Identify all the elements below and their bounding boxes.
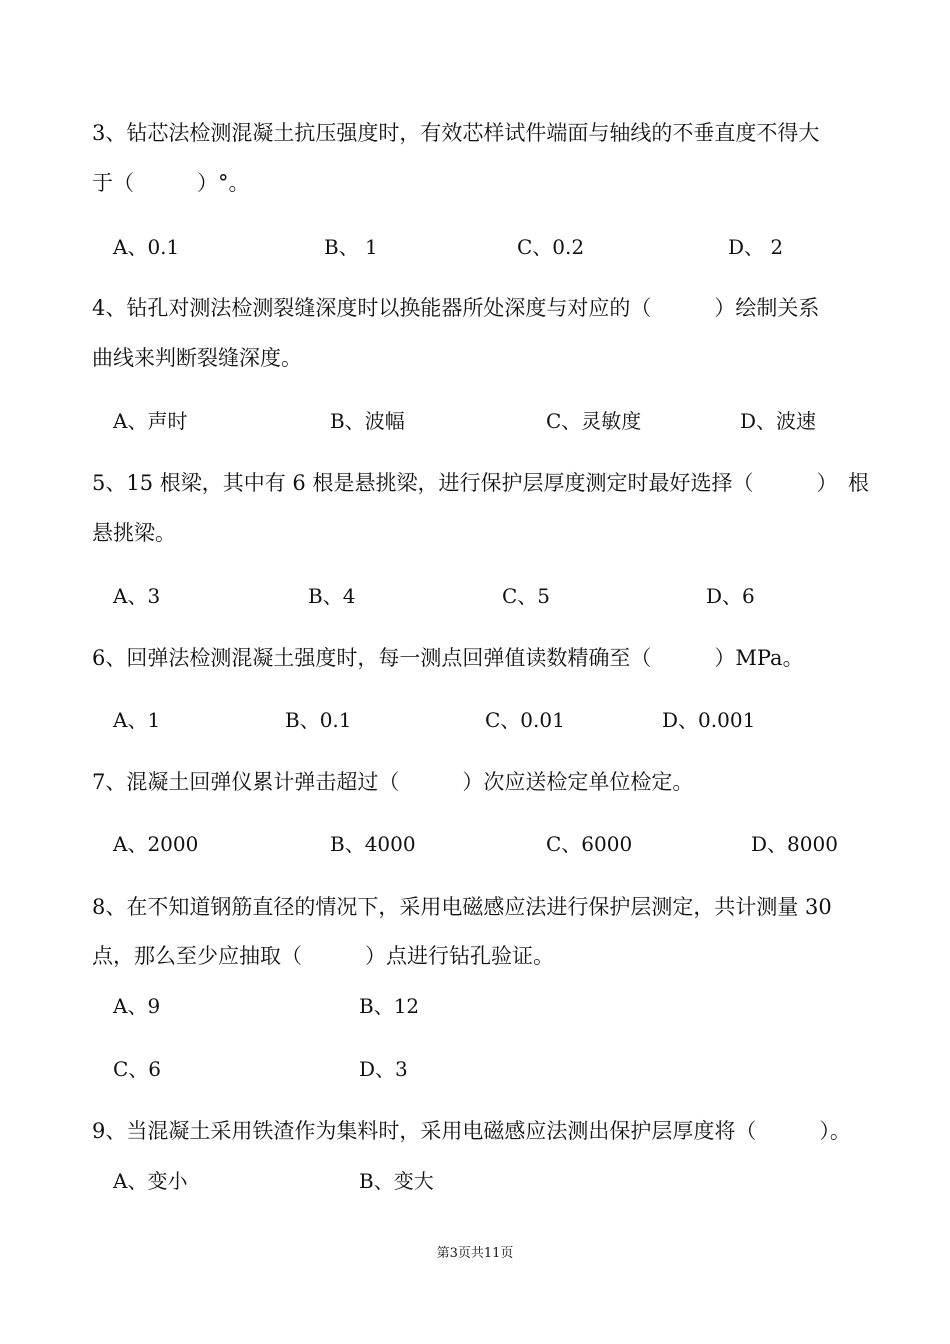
question-5-text: 5、15 根梁，其中有 6 根是悬挑梁，进行保护层厚度测定时最好选择（ ） 根: [92, 471, 869, 495]
question-6-option-b: B、0.1: [285, 708, 352, 732]
question-9-option-a: A、变小: [113, 1169, 188, 1193]
question-4-text: 4、钻孔对测法检测裂缝深度时以换能器所处深度与对应的（ ）绘制关系: [92, 296, 820, 320]
question-3-text-cont: 于（ ）°。: [92, 171, 250, 195]
question-5-option-c: C、5: [502, 584, 551, 608]
question-8-option-a: A、9: [113, 994, 161, 1018]
question-9-text: 9、当混凝土采用铁渣作为集料时，采用电磁感应法测出保护层厚度将（ ）。: [92, 1119, 851, 1143]
page-number: 第3页共11页: [436, 1246, 514, 1261]
question-8-option-d: D、3: [359, 1057, 408, 1081]
question-7-option-a: A、2000: [113, 832, 199, 856]
question-4-option-d: D、波速: [740, 409, 817, 433]
question-8-option-c: C、6: [113, 1057, 162, 1081]
question-7-text: 7、混凝土回弹仪累计弹击超过（ ）次应送检定单位检定。: [92, 770, 694, 794]
question-4-option-c: C、灵敏度: [546, 409, 642, 433]
question-3-option-a: A、0.1: [113, 235, 180, 259]
question-6-option-d: D、0.001: [662, 708, 756, 732]
question-8-text: 8、在不知道钢筋直径的情况下，采用电磁感应法进行保护层测定，共计测量 30: [92, 895, 832, 919]
question-6-option-c: C、0.01: [485, 708, 565, 732]
question-3-option-c: C、0.2: [517, 235, 585, 259]
question-4-option-a: A、声时: [113, 409, 188, 433]
question-7-option-d: D、8000: [751, 832, 838, 856]
question-7-option-b: B、4000: [330, 832, 416, 856]
question-4-option-b: B、波幅: [330, 409, 405, 433]
question-5-text-cont: 悬挑梁。: [92, 521, 176, 545]
question-8-text-cont: 点，那么至少应抽取（ ）点进行钻孔验证。: [92, 944, 554, 968]
question-8-option-b: B、12: [359, 994, 420, 1018]
question-3-option-d: D、 2: [728, 235, 784, 259]
question-6-text: 6、回弹法检测混凝土强度时，每一测点回弹值读数精确至（ ）MPa。: [92, 646, 804, 670]
question-7-option-c: C、6000: [546, 832, 633, 856]
question-3-option-b: B、 1: [324, 235, 378, 259]
question-4-text-cont: 曲线来判断裂缝深度。: [92, 346, 302, 370]
question-5-option-a: A、3: [113, 584, 161, 608]
question-3-text: 3、钻芯法检测混凝土抗压强度时，有效芯样试件端面与轴线的不垂直度不得大: [92, 121, 820, 145]
question-5-option-d: D、6: [706, 584, 755, 608]
question-9-option-b: B、变大: [359, 1169, 434, 1193]
question-5-option-b: B、4: [308, 584, 356, 608]
question-6-option-a: A、1: [113, 708, 161, 732]
